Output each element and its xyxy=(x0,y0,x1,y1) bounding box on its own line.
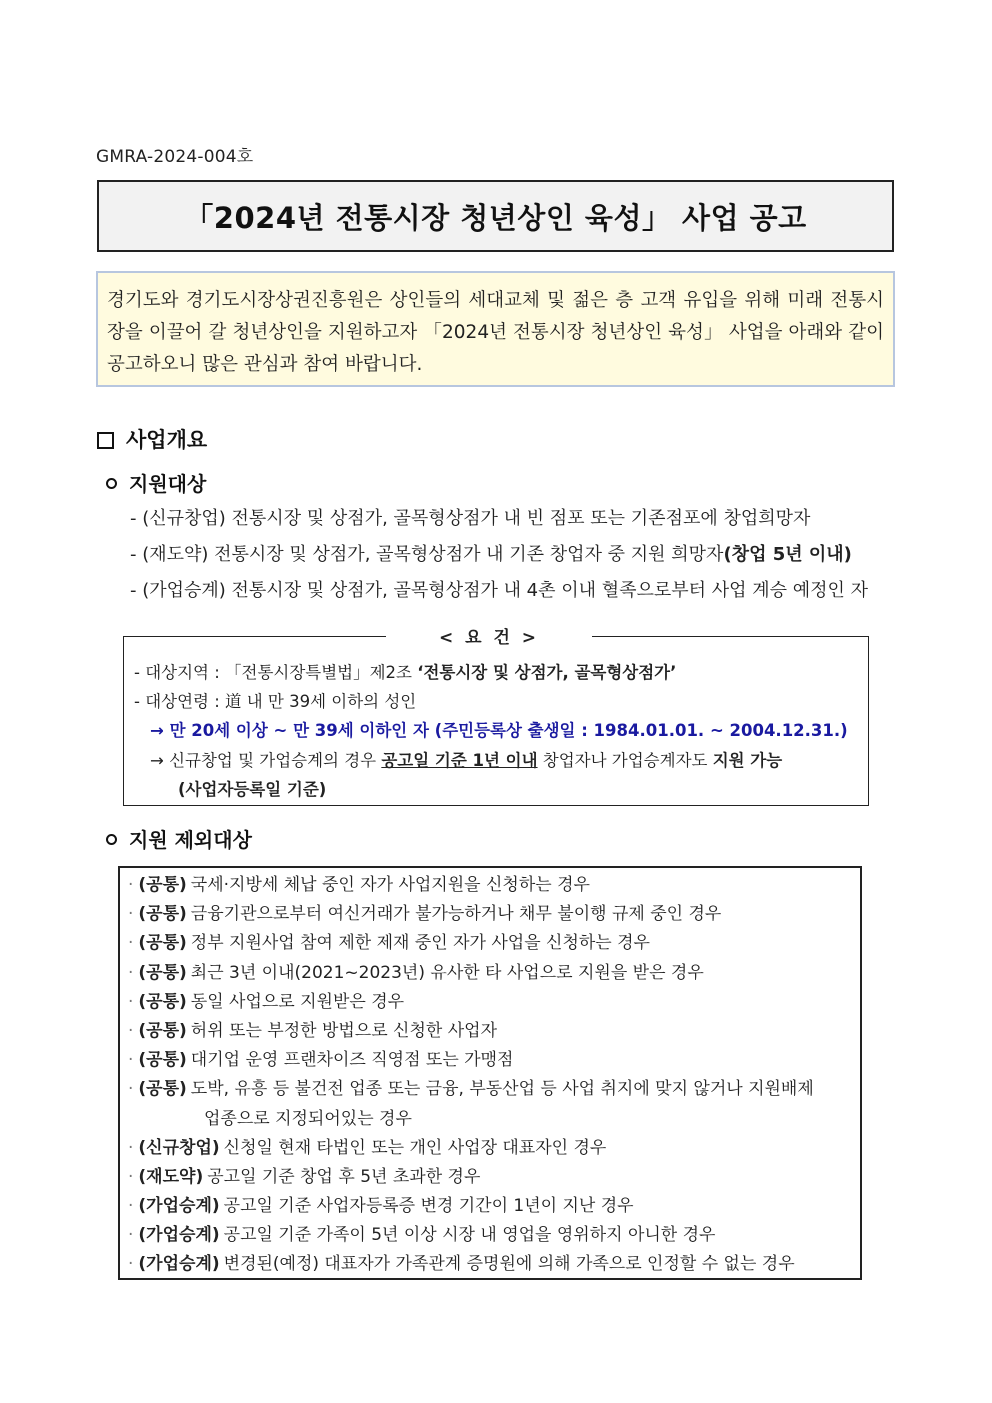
requirements-title: < 요 건 > xyxy=(386,623,592,648)
list-item: · (공통) 대기업 운영 프랜차이즈 직영점 또는 가맹점 xyxy=(128,1050,514,1071)
section-heading-text: 사업개요 xyxy=(126,428,208,452)
list-item: · (가업승계) 공고일 기준 사업자등록증 변경 기간이 1년이 지난 경우 xyxy=(128,1196,634,1217)
exclusion-box xyxy=(118,866,862,1280)
notice-title-box xyxy=(97,180,894,252)
list-item-emphasis: (창업 5년 이내) xyxy=(723,544,852,565)
requirement-region: - 대상지역 : 「전통시장특별법」제2조 ‘전통시장 및 상점가, 골목형상점가’ xyxy=(134,663,677,682)
notice-title: 「2024년 전통시장 청년상인 육성」 사업 공고 xyxy=(184,200,807,235)
list-item: - (가업승계) 전통시장 및 상점가, 골목형상점가 내 4촌 이내 혈족으로부터 사업 계승 예정인 자 xyxy=(130,580,869,601)
list-item: · (공통) 국세·지방세 체납 중인 자가 사업지원을 신청하는 경우 xyxy=(128,875,590,895)
document-number: GMRA-2024-004호 xyxy=(96,147,254,167)
circle-bullet-icon xyxy=(106,478,117,489)
target-list xyxy=(130,505,868,613)
requirement-age-range: → 만 20세 이상 ~ 만 39세 이하인 자 (주민등록상 출생일 : 1984.01.01. ~ 2004.12.31.) xyxy=(150,721,848,740)
requirements-box xyxy=(123,628,869,806)
list-item: · (가업승계) 공고일 기준 가족이 5년 이상 시장 내 영업을 영위하지 아니한 경우 xyxy=(128,1225,716,1246)
list-item: - (신규창업) 전통시장 및 상점가, 골목형상점가 내 빈 점포 또는 기존점포에 창업희망자 xyxy=(130,508,811,529)
subheading-exclusion-text: 지원 제외대상 xyxy=(129,828,252,852)
list-item: · (공통) 정부 지원사업 참여 제한 제재 중인 자가 사업을 신청하는 경우 xyxy=(128,933,650,954)
list-item: · (공통) 금융기관으로부터 여신거래가 불가능하거나 채무 불이행 규제 중인 경우 xyxy=(128,904,722,925)
intro-text: 경기도와 경기도시장상권진흥원은 상인들의 세대교체 및 젊은 층 고객 유입을 위해 미래 전통시장을 이끌어 갈 청년상인을 지원하고자 「2024년 전통시장 청년상인 육성」 사업을 아래와 같이 공고하오니 많은 관심과 참여 바랍니다. xyxy=(107,290,884,375)
subheading-target xyxy=(106,468,206,497)
section-heading-overview xyxy=(97,424,207,454)
subheading-exclusion xyxy=(106,824,252,853)
requirement-age: - 대상연령 : 道 내 만 39세 이하의 성인 xyxy=(134,692,417,711)
list-item: · (재도약) 공고일 기준 창업 후 5년 초과한 경우 xyxy=(128,1166,481,1187)
list-item: - (재도약) 전통시장 및 상점가, 골목형상점가 내 기존 창업자 중 지원 희망자(창업 5년 이내) xyxy=(130,544,852,565)
list-item: · (공통) 동일 사업으로 지원받은 경우 xyxy=(128,991,405,1012)
intro-box xyxy=(96,271,895,387)
list-item-continuation: 업종으로 지정되어있는 경우 xyxy=(204,1108,412,1129)
list-item: · (공통) 최근 3년 이내(2021~2023년) 유사한 타 사업으로 지원을 받은 경우 xyxy=(128,962,704,983)
requirement-note-cont: (사업자등록일 기준) xyxy=(178,780,327,799)
list-item: · (공통) 도박, 유흥 등 불건전 업종 또는 금융, 부동산업 등 사업 취지에 맞지 않거나 지원배제 xyxy=(128,1079,814,1100)
list-item: · (공통) 허위 또는 부정한 방법으로 신청한 사업자 xyxy=(128,1020,497,1041)
requirement-note: → 신규창업 및 가업승계의 경우 공고일 기준 1년 이내 창업자나 가업승계자도 지원 가능 xyxy=(150,751,783,770)
circle-bullet-icon xyxy=(106,834,117,845)
list-item: · (신규창업) 신청일 현재 타법인 또는 개인 사업장 대표자인 경우 xyxy=(128,1137,607,1158)
list-item: · (가업승계) 변경된(예정) 대표자가 가족관계 증명원에 의해 가족으로 인정할 수 없는 경우 xyxy=(128,1254,795,1275)
square-bullet-icon xyxy=(97,432,114,449)
subheading-target-text: 지원대상 xyxy=(129,472,207,496)
